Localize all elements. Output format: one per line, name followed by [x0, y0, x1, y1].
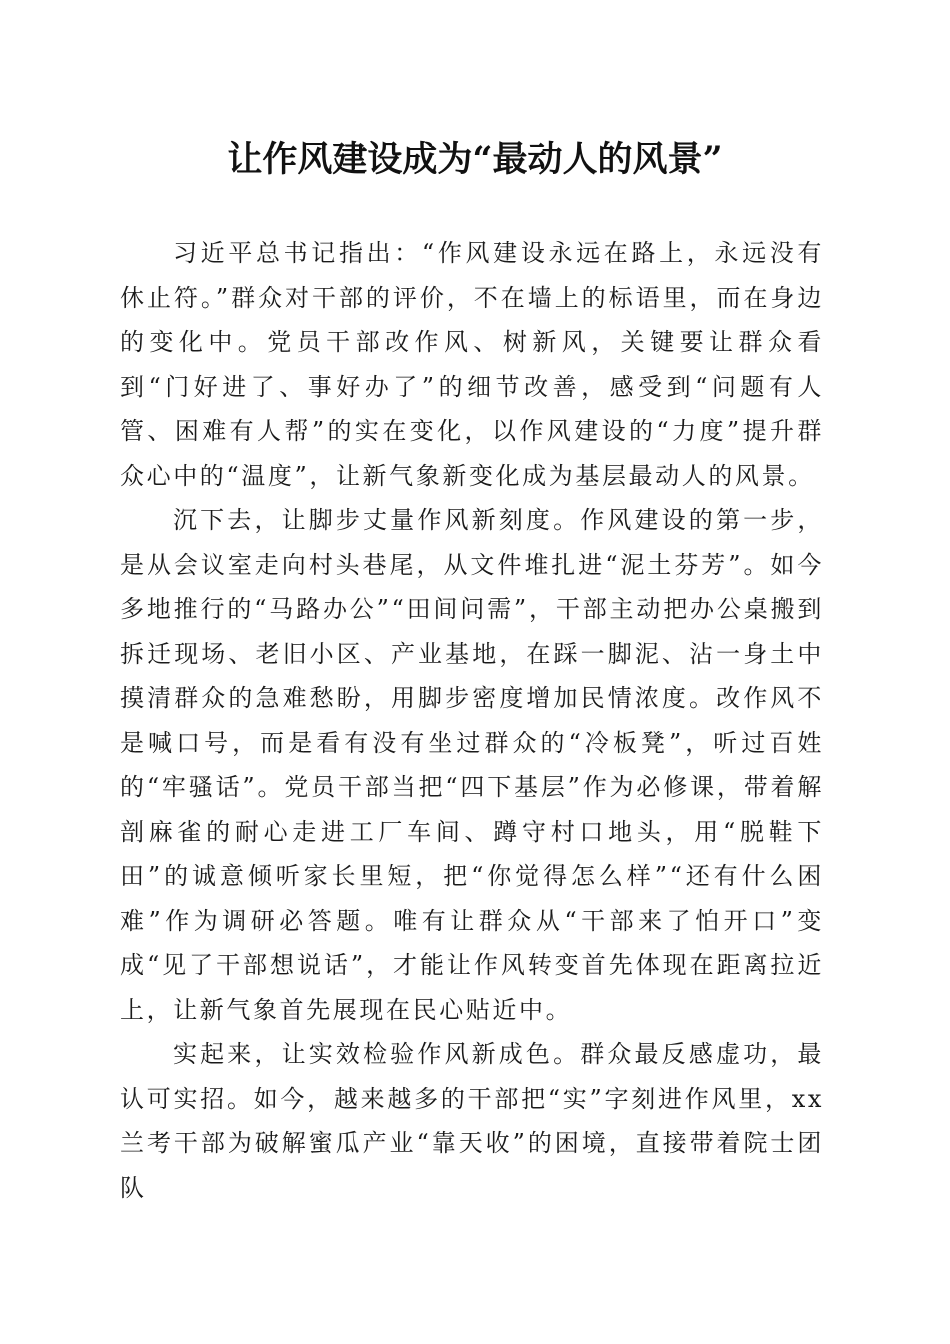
paragraph-1: 习近平总书记指出：“作风建设永远在路上，永远没有休止符。”群众对干部的评价，不在墙上的标语里，而在身边的变化中。党员干部改作风、树新风，关键要让群众看到“门好进了、事好办了”的细节改善，感受到“问题有人管、困难有人帮”的实在变化，以作风建设的“力度”提升群众心中的“温度”，让新气象新变化成为基层最动人的风景。 [120, 239, 824, 490]
document-title: 让作风建设成为“最动人的风景” [227, 139, 723, 180]
paragraph-3: 实起来，让实效检验作风新成色。群众最反感虚功，最认可实招。如今，越来越多的干部把“实”字刻进作风里，xx兰考干部为破解蜜瓜产业“靠天收”的困境，直接带着院士团队 [120, 1040, 824, 1202]
document-body [120, 231, 824, 1210]
paragraph-2: 沉下去，让脚步丈量作风新刻度。作风建设的第一步，是从会议室走向村头巷尾，从文件堆扎进“泥土芬芳”。如今多地推行的“马路办公”“田间问需”，干部主动把办公桌搬到拆迁现场、老旧小区、产业基地，在踩一脚泥、沾一身土中摸清群众的急难愁盼，用脚步密度增加民情浓度。改作风不是喊口号，而是看有没有坐过群众的“冷板凳”，听过百姓的“牢骚话”。党员干部当把“四下基层”作为必修课，带着解剖麻雀的耐心走进工厂车间、蹲守村口地头，用“脱鞋下田”的诚意倾听家长里短，把“你觉得怎么样”“还有什么困难”作为调研必答题。唯有让群众从“干部来了怕开口”变成“见了干部想说话”，才能让作风转变首先体现在距离拉近上，让新气象首先展现在民心贴近中。 [120, 506, 824, 1024]
